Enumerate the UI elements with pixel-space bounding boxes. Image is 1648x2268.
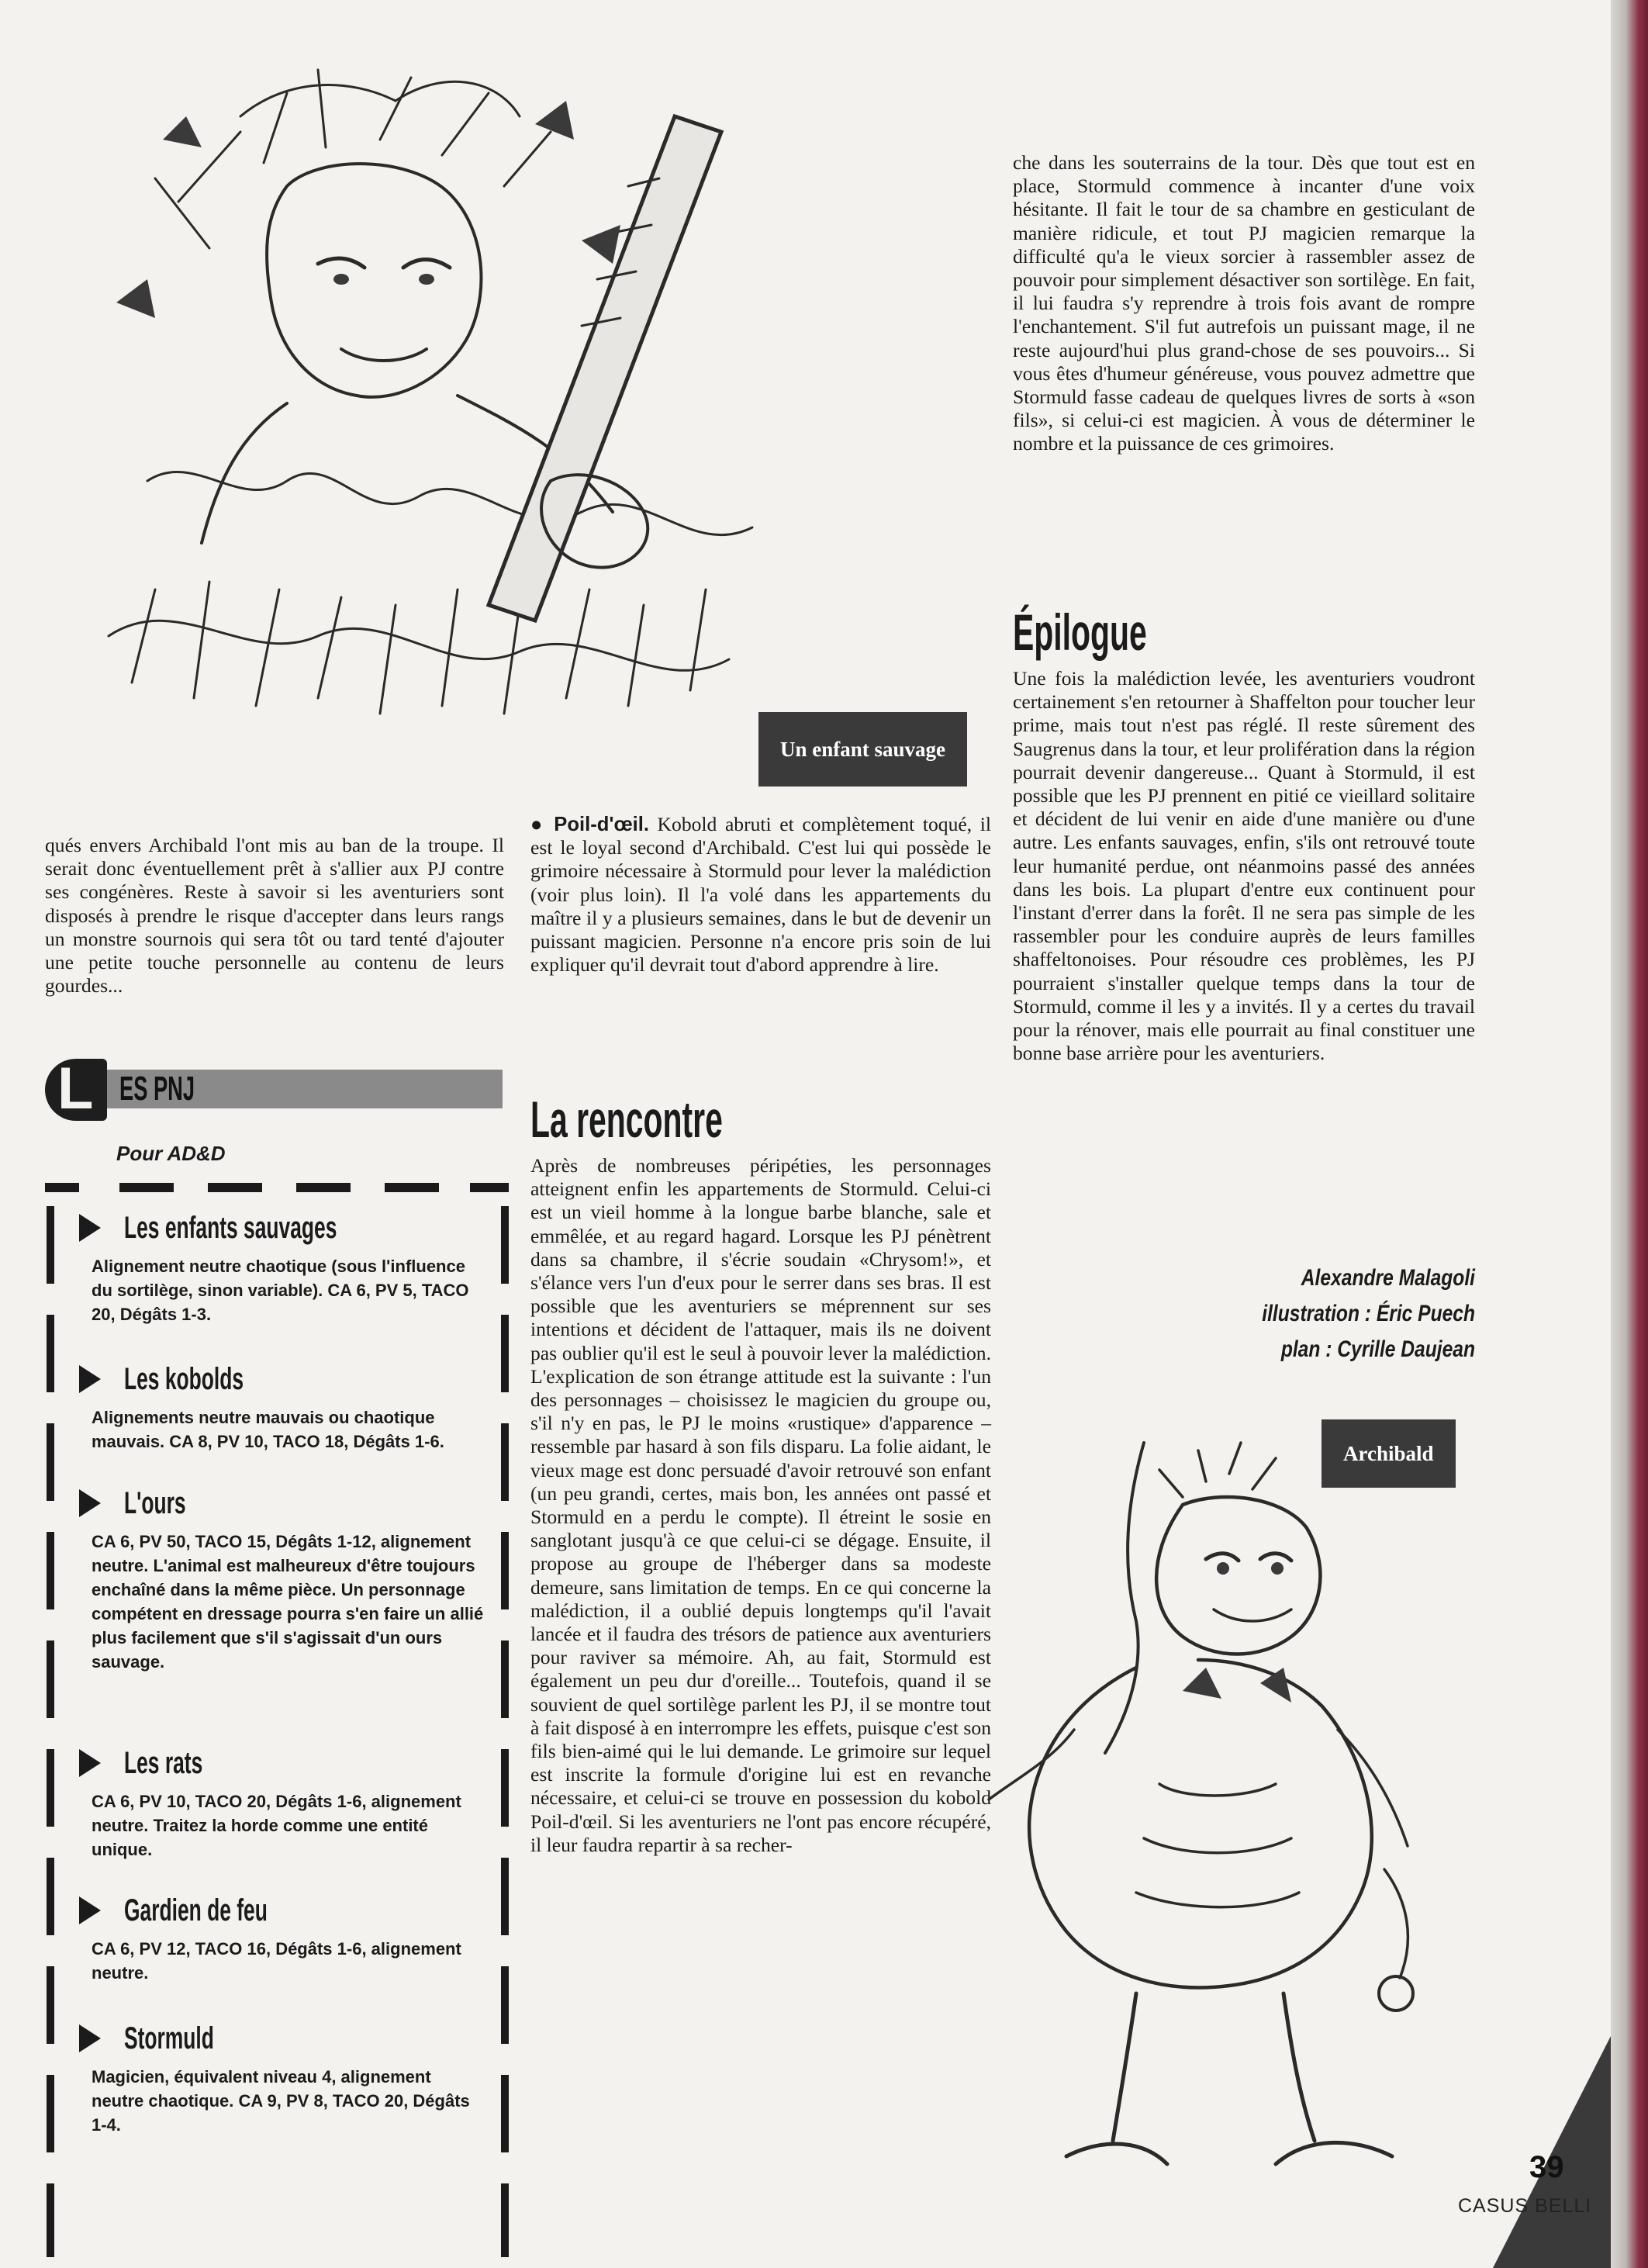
pnj-entry-stats: CA 6, PV 50, TACO 15, Dégâts 1-12, alignement neutre. L'animal est malheureux d'être toujours enchaîné dans la même pièce. Un personnage compétent en dressage pourra s'en faire un allié plus facilement que s'il s'agissait d'un ours sauvage. <box>92 1532 484 1672</box>
arrow-right-icon <box>79 1365 101 1393</box>
pnj-entry <box>68 1357 487 1454</box>
poil-doeil-paragraph <box>530 813 991 977</box>
arrow-right-icon <box>79 1489 101 1517</box>
box-border-dash <box>385 1183 439 1192</box>
box-border-dash <box>208 1183 262 1192</box>
epilogue-body <box>1013 667 1475 1065</box>
arrow-right-icon <box>79 1896 101 1924</box>
pnj-entry-name: Les kobolds <box>124 1361 244 1396</box>
credit-author: Alexandre Malagoli <box>1301 1265 1475 1291</box>
pnj-entry-stats: CA 6, PV 12, TACO 16, Dégâts 1-6, alignement neutre. <box>92 1939 461 1983</box>
pnj-subtitle: Pour AD&D <box>116 1142 226 1165</box>
pnj-entry-name: Stormuld <box>124 2021 214 2055</box>
box-border-dash <box>119 1183 174 1192</box>
arrow-right-icon <box>79 1749 101 1777</box>
rencontre-body <box>530 1154 991 1857</box>
bullet-icon: ● <box>530 813 546 835</box>
pnj-entry-name: Gardien de feu <box>124 1893 268 1927</box>
wild-child-illustration <box>85 47 900 745</box>
right-column <box>1013 151 1475 456</box>
bullet-text: Kobold abruti et complètement toqué, il est le loyal second d'Archibald. C'est lui qui possède le grimoire nécessaire à Stormuld pour lever la malédiction (voir plus loin). Il l'a volé dans les appartements du maître il y a plusieurs semaines, dans le but de devenir un puissant magicien. Personne n'a encore pris soin de lui expliquer qu'il devrait tout d'abord apprendre à lire. <box>530 813 991 977</box>
pnj-entry <box>68 1206 487 1326</box>
pnj-title: ES PNJ <box>119 1070 195 1108</box>
pnj-entry-name: Les rats <box>124 1745 203 1780</box>
middle-column <box>530 813 991 977</box>
archibald-kobold-illustration <box>950 1435 1493 2203</box>
bullet-lead: Poil-d'œil. <box>554 814 649 835</box>
arrow-right-icon <box>79 2024 101 2052</box>
rencontre-paragraph: Après de nombreuses péripéties, les personnages atteignent enfin les appartements de Stormuld. Celui-ci est un vieil homme à la longue barbe blanche, sale et emmêlée, et au regard hagard. Lorsque les PJ pénètrent dans sa chambre, il s'écrie soudain «Chrysom!», et s'élance vers l'un d'eux pour le serrer dans ses bras. Il est possible que les aventuriers se méprennent sur ses intentions et décident de l'attaquer, mais ils ne doivent pas oublier qu'il est le seul à pouvoir lever la malédiction. L'explication de son étrange attitude est la suivante : l'un des personnages – choisissez le magicien du groupe ou, s'il n'y en pas, le PJ le moins «rustique» d'apparence – ressemble par hasard à son fils disparu. La folie aidant, le vieux mage est donc persuadé d'avoir retrouvé son enfant (un peu grandi, certes, mais bon, les années ont passé et Stormuld en a perdu le compte). Il étreint le sosie en sanglotant jusqu'à ce que celui-ci se dégage. Ensuite, il propose au groupe de l'héberger dans sa modeste demeure, sans limitation de temps. En ce qui concerne la malédiction, il a oublié depuis longtemps qu'il l'avait lancée et il faudra des trésors de patience aux aventuriers pour raviver sa mémoire. Ah, au fait, Stormuld est également un peu dur d'oreille... Toutefois, quand il se souvient de quel sortilège parlent les PJ, il se montre tout à fait disposé à en interrompre les effets, puisque c'est son fils bien-aimé qui le lui demande. Le grimoire sur lequel est inscrite la formule d'origine lui est en revanche nécessaire, et celui-ci se trouve en possession du kobold Poil-d'œil. Si les aventuriers ne l'ont pas encore récupéré, il leur faudra repartir à sa recher- <box>530 1154 991 1856</box>
pnj-entry-stats: Alignement neutre chaotique (sous l'influence du sortilège, sinon variable). CA 6, PV 5, TACO 20, Dégâts 1-3. <box>92 1257 469 1324</box>
pnj-entry-stats: CA 6, PV 10, TACO 20, Dégâts 1-6, alignement neutre. Traitez la horde comme une entité unique. <box>92 1792 461 1859</box>
pnj-entry-stats: Alignements neutre mauvais ou chaotique mauvais. CA 8, PV 10, TACO 18, Dégâts 1-6. <box>92 1408 444 1451</box>
left-column <box>45 834 504 997</box>
box-border-dash <box>45 1183 79 1192</box>
pnj-header <box>45 1056 504 1122</box>
heading-epilogue: Épilogue <box>1013 603 1147 661</box>
arrow-right-icon <box>79 1214 101 1242</box>
caption-wild-child: Un enfant sauvage <box>758 712 967 787</box>
page-edge <box>1611 0 1648 2268</box>
credits <box>1013 1260 1475 1367</box>
caption-archibald: Archibald <box>1322 1419 1456 1488</box>
epilogue-paragraph: Une fois la malédiction levée, les aventuriers voudront certainement s'en retourner à Shaffelton pour toucher leur prime, mais tout n'est pas réglé. Il reste sûrement des Saugrenus dans la tour, et leur prolifération dans la région pourrait devenir dangereuse... Quant à Stormuld, il est possible que les PJ prennent en pitié ce vieillard solitaire et décident de lui venir en aide d'une manière ou d'une autre. Les enfants sauvages, enfin, s'ils ont retrouvé toute leur humanité perdue, ont néanmoins passé des années dans les bois. La plupart d'entre eux continuent pour l'instant d'errer dans la forêt. Il ne sera pas simple de les rassembler pour les conduire auprès de leurs familles shaffeltonoises. Pour résoudre ces problèmes, les PJ pourraient s'installer quelque temps dans la tour de Stormuld, comme il les y a invités. Il y a certes du travail pour la rénover, mais elle pourrait au final constituer une bonne base arrière pour les aventuriers. <box>1013 667 1475 1065</box>
pnj-entry <box>68 1481 487 1674</box>
pnj-entry <box>68 2017 487 2137</box>
right-paragraph-1: che dans les souterrains de la tour. Dès que tout est en place, Stormuld commence à incanter d'une voix hésitante. Il fait le tour de sa chambre en gesticulant de manière ridicule, et tout PJ magicien remarque la difficulté qu'a le vieux sorcier à rassembler assez de pouvoir pour simplement désactiver son sortilège. En fait, il lui faudra s'y reprendre à trois fois avant de rompre l'enchantement. S'il fut autrefois un puissant mage, il ne reste aujourd'hui plus grand-chose de ses pouvoirs... Si vous êtes d'humeur généreuse, vous pouvez admettre que Stormuld fasse cadeau de quelques livres de sorts à «son fils», si celui-ci est magicien. À vous de déterminer le nombre et la puissance de ces grimoires. <box>1013 151 1475 455</box>
pnj-stat-box <box>45 1183 510 2261</box>
pnj-entry <box>68 1741 487 1862</box>
pnj-entry <box>68 1889 487 1985</box>
credit-illustration: illustration : Éric Puech <box>1262 1301 1475 1326</box>
pnj-entry-stats: Magicien, équivalent niveau 4, alignement neutre chaotique. CA 9, PV 8, TACO 20, Dégâts 1-4. <box>92 2067 470 2135</box>
left-column-paragraph: qués envers Archibald l'ont mis au ban de la troupe. Il serait donc éventuellement prêt à s'allier aux PJ contre ses congénères. Reste à savoir si les aventuriers sont disposés à prendre le risque d'accepter dans leurs rangs un monstre sournois qui sera tôt ou tard tenté d'ajouter une petite touche personnelle au contenu de leurs gourdes... <box>45 834 504 997</box>
box-border-dash <box>470 1183 509 1192</box>
pnj-entry-name: L'ours <box>124 1485 186 1520</box>
page-number: 39 <box>1529 2150 1564 2184</box>
box-border-dash <box>296 1183 351 1192</box>
pnj-entry-name: Les enfants sauvages <box>124 1210 337 1245</box>
heading-la-rencontre: La rencontre <box>530 1091 723 1148</box>
pnj-letter-glyph: L <box>57 1056 94 1122</box>
credit-plan: plan : Cyrille Daujean <box>1280 1336 1475 1362</box>
magazine-name: CASUS BELLI <box>1458 2195 1592 2217</box>
pnj-drop-letter <box>45 1056 107 1122</box>
